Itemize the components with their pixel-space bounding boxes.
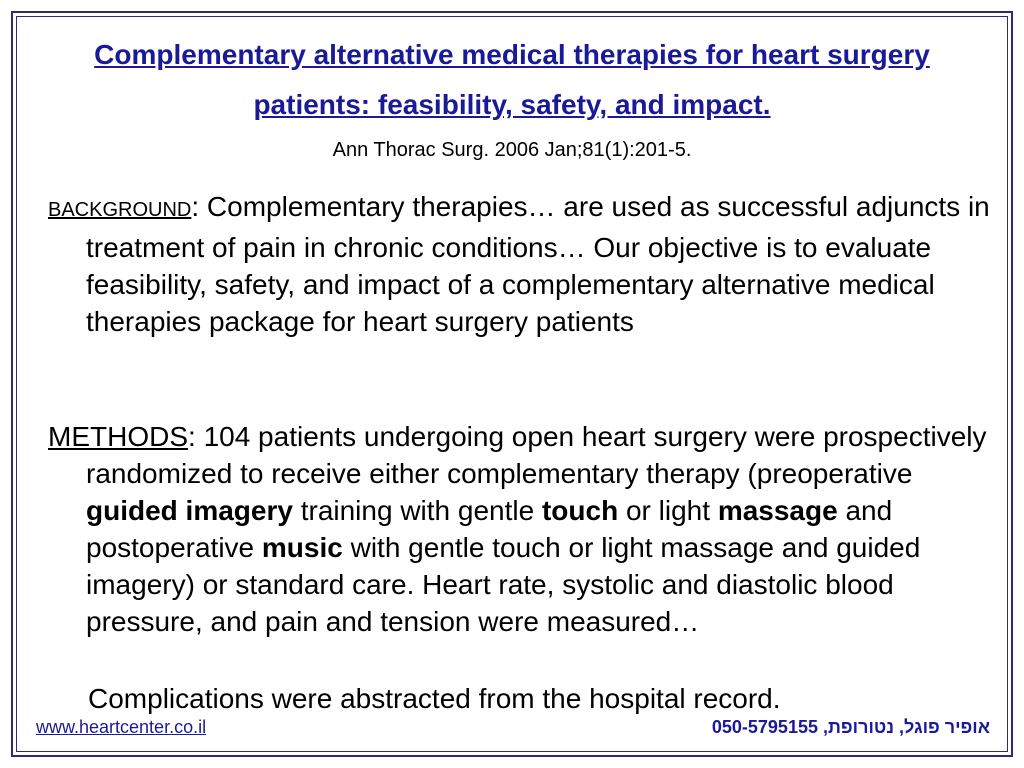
methods-text-1: 104 patients undergoing open heart surgery were prospectively randomized to receive either complementary therapy (preoperative (86, 421, 987, 489)
background-text: Complementary therapies… are used as successful adjuncts in treatment of pain in chronic conditions… Our objective is to evaluate feasibility, safety, and impact of a complementary alternative medical therapies package for heart surgery patients (86, 191, 990, 337)
methods-bold-touch: touch (541, 495, 619, 526)
methods-text-2: training with gentle (292, 495, 542, 526)
methods-bold-music: music (261, 532, 343, 563)
methods-bold-guided-imagery: guided imagery (86, 495, 293, 526)
background-label: BACKGROUND (48, 199, 192, 221)
slide-title: Complementary alternative medical therapies for heart surgery patients: feasibility, safety, and impact. (94, 39, 930, 120)
footer-website-link[interactable]: www.heartcenter.co.il (36, 717, 207, 737)
methods-text-3: or light (618, 495, 718, 526)
methods-bold-massage: massage (717, 495, 838, 526)
methods-text-4: and postoperative (86, 495, 893, 563)
methods-continuation: Complications were abstracted from the hospital record. (88, 683, 781, 714)
methods-text-5: with gentle touch or light massage and guided imagery) or standard care. Heart rate, systolic and diastolic blood pressure, and pain and tension were measured… (86, 532, 921, 637)
footer-credit: אופיר פוגל, נטורופת, 050-5795155 (711, 717, 990, 737)
methods-label: METHODS (48, 421, 188, 452)
background-paragraph (48, 188, 992, 340)
methods-paragraph (48, 418, 992, 640)
journal-citation: Ann Thorac Surg. 2006 Jan;81(1):201-5. (332, 139, 692, 161)
background-separator: : (191, 191, 207, 222)
methods-separator: : (188, 421, 204, 452)
